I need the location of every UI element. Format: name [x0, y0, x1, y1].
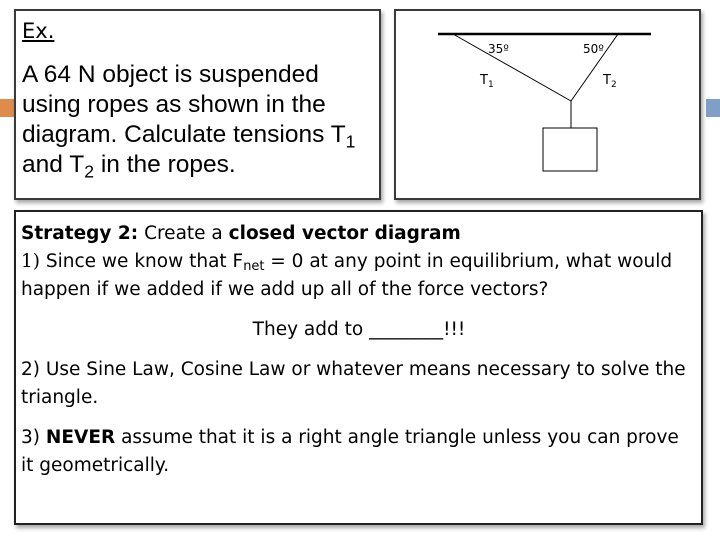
diagram-box — [394, 9, 701, 200]
problem-text-part2: and T — [22, 151, 85, 178]
problem-statement — [22, 60, 372, 180]
tension-label-t2 — [602, 73, 617, 90]
rope-t1 — [453, 34, 571, 101]
strategy-heading — [21, 220, 697, 248]
t1-subscript: 1 — [487, 80, 494, 90]
step-3-number: 3) — [21, 427, 46, 448]
problem-text-part3: in the ropes. — [94, 151, 236, 178]
never-emphasis: NEVER — [45, 427, 116, 448]
t2-base: T — [603, 73, 611, 88]
problem-sub-2: 2 — [84, 161, 95, 182]
step-1-text-part2: = 0 at any point in equilibrium, what would happen if we added if we add up all of the force vectors? — [21, 251, 673, 300]
strategy-heading-text: Create a — [138, 223, 229, 244]
add-to-line: They add to ________!!! — [252, 319, 466, 340]
problem-box — [14, 9, 381, 200]
step-1-number: 1) — [21, 251, 40, 272]
example-label: Ex. — [22, 19, 55, 43]
hanging-object — [543, 128, 597, 171]
t1-base: T — [480, 73, 488, 88]
strategy-box — [14, 210, 703, 525]
step-1 — [21, 248, 697, 304]
rope-diagram — [396, 11, 699, 198]
step-1-text-part1: Since we know that F — [40, 251, 244, 272]
t2-subscript: 2 — [610, 80, 617, 90]
accent-bar-left — [0, 99, 14, 117]
step-3-text: assume that it is a right angle triangle unless you can prove it geometrically. — [21, 427, 679, 476]
closed-vector-diagram: closed vector diagram — [228, 223, 461, 244]
problem-text-part1: A 64 N object is suspended using ropes as shown in the diagram. Calculate tensions T — [22, 61, 346, 148]
strategy-label: Strategy 2: — [21, 223, 139, 244]
tension-label-t1 — [479, 73, 494, 90]
problem-sub-1: 1 — [345, 131, 356, 152]
fnet-subscript: net — [243, 259, 265, 275]
angle-label-2: 50º — [583, 42, 604, 56]
accent-bar-right — [706, 99, 720, 117]
angle-label-1: 35º — [488, 42, 509, 56]
step-3 — [21, 424, 697, 480]
step-2: 2) Use Sine Law, Cosine Law or whatever means necessary to solve the triangle. — [21, 359, 686, 408]
